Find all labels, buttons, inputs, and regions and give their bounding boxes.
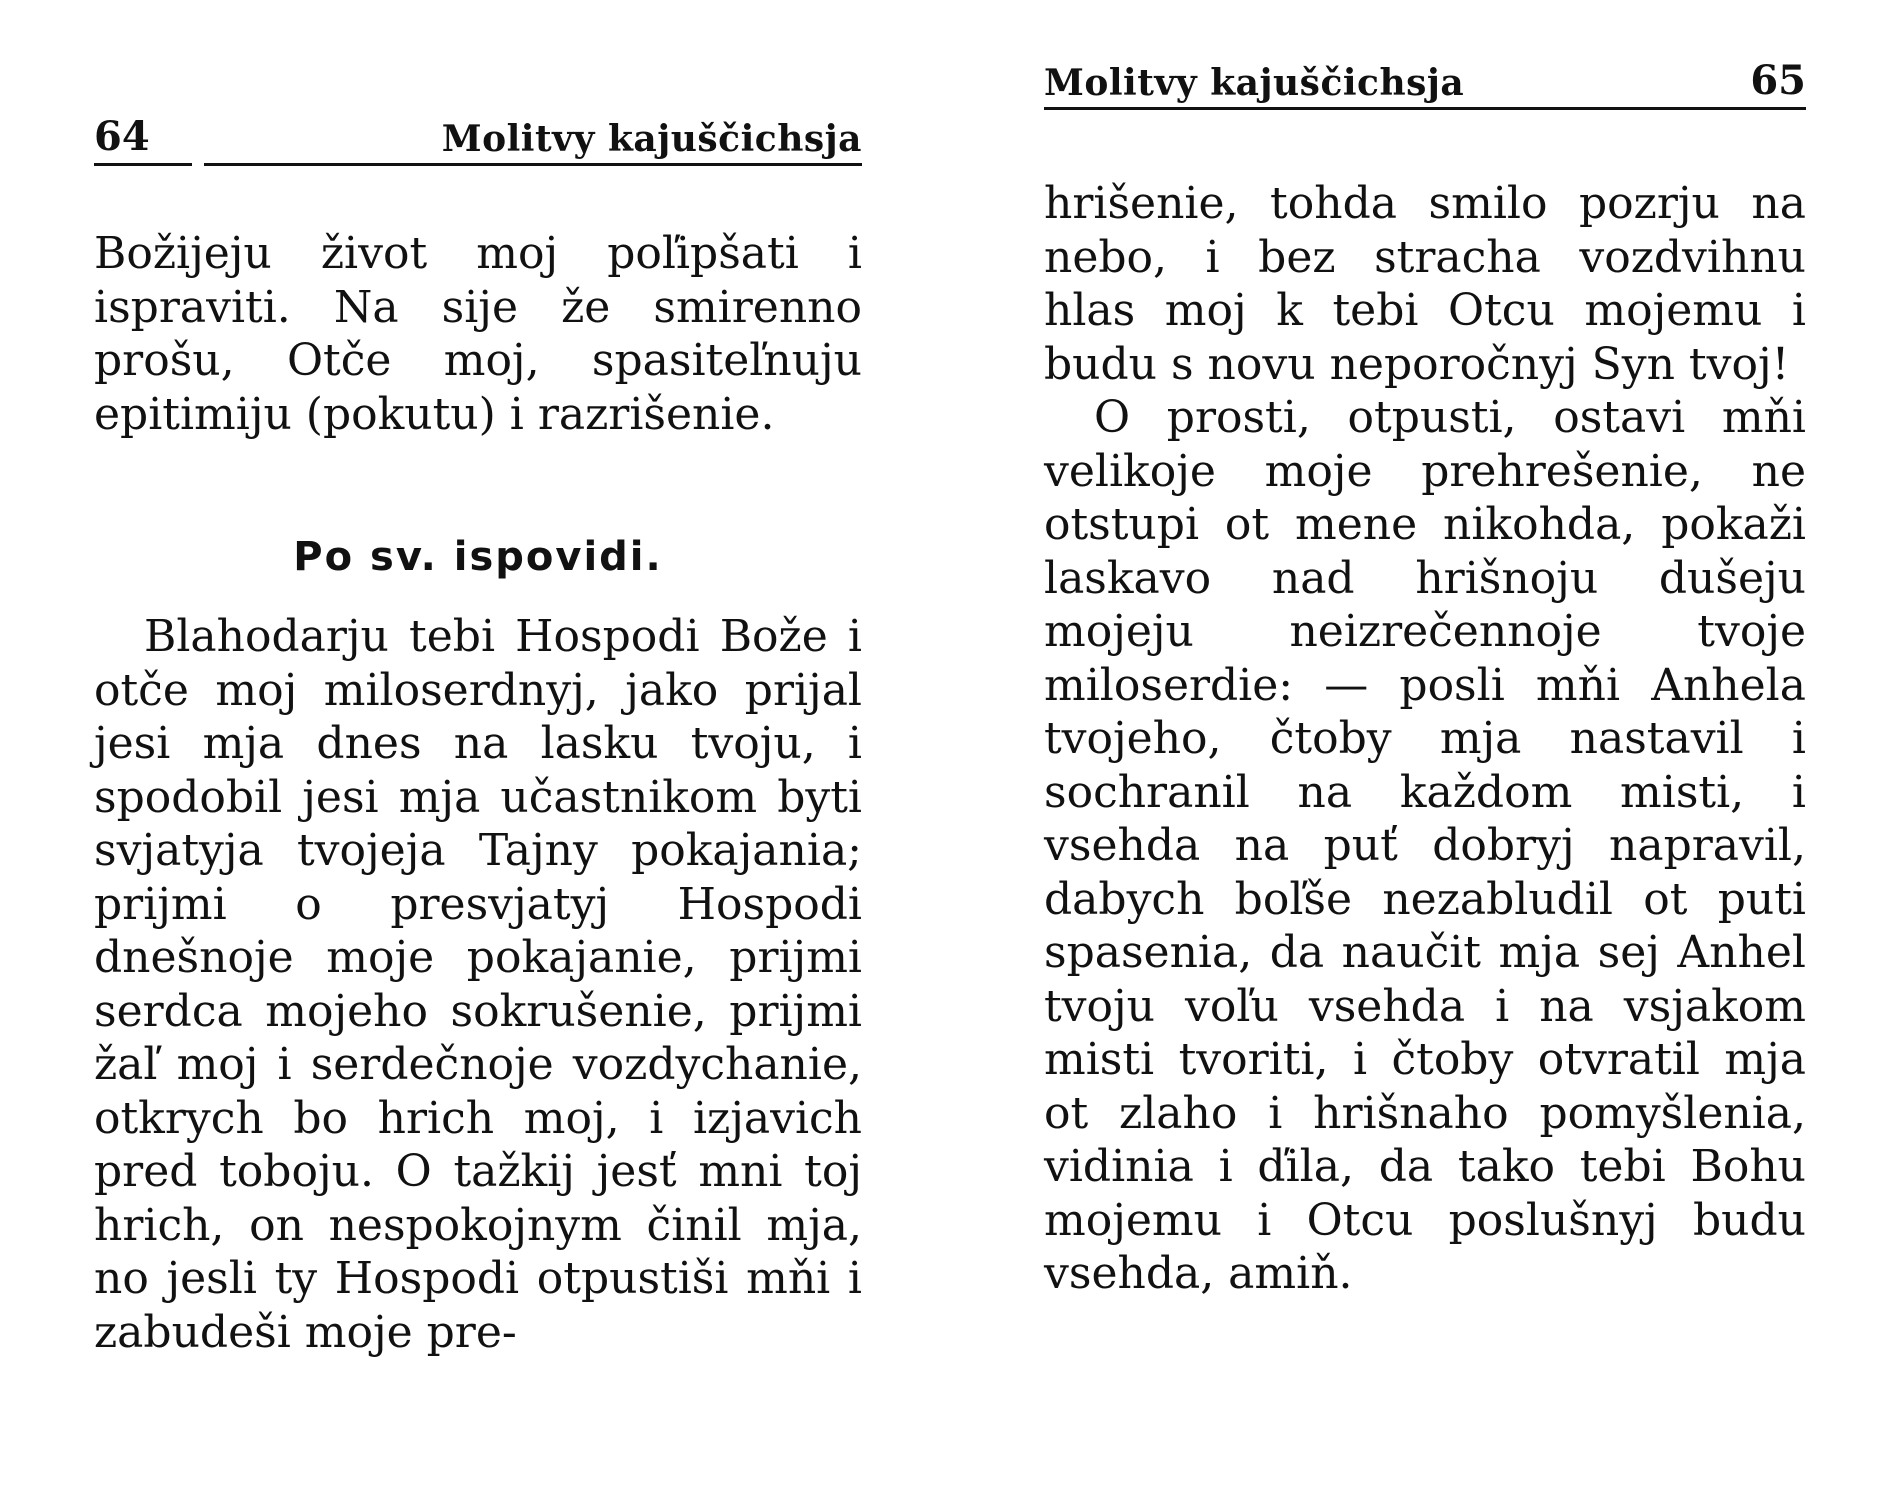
- left-running-head: [94, 113, 862, 166]
- right-paragraph-2: O prosti, otpusti, ostavi mňi velikoje moje prehrešenie, ne otstupi ot mene nikohda, pokaži laskavo nad hrišnoju dušeju mojeju neizrečennoje tvoje miloserdie: — posli mňi Anhela tvojeho, čtoby mja nastavil i sochranil na každom misti, i vsehda na puť dobryj napravil, dabych boľše nezabludil ot puti spasenia, da naučit mja sej Anhel tvoju voľu vsehda i na vsjakom misti tvoriti, i čtoby otvratil mja ot zlaho i hrišnaho pomyšlenia, vidinia i ďila, da tako tebi Bohu mojemu i Otcu poslušnyj budu vsehda, amiň.: [1044, 392, 1806, 1299]
- right-page-number: 65: [1750, 57, 1806, 104]
- header-rule: [204, 163, 862, 166]
- header-rule: [1044, 107, 1806, 110]
- right-running-head: [1044, 57, 1806, 110]
- section-heading: Po sv. ispovidi.: [293, 534, 663, 580]
- right-body: [1044, 177, 1806, 1301]
- paragraph-text: Božijeju život moj poľipšati i ispraviti. Na sije že smirenno prošu, Otče moj, spasiteľnuju epitimiju (pokutu) i razrišenie.: [94, 228, 862, 440]
- right-paragraph-1: hrišenie, tohda smilo pozrju na nebo, i bez stracha vozdvihnu hlas moj k tebi Otcu mojemu i budu s novu neporočnyj Syn tvoj!: [1044, 178, 1806, 390]
- paragraph-text: Blahodarju tebi Hospodi Bože i otče moj miloserdnyj, jako prijal jesi mja dnes na lasku tvoju, i spodobil jesi mja učastnikom byti svjatyja tvojeja Tajny pokajania; prijmi o presvjatyj Hospodi dnešnoje moje pokajanie, prijmi serdca mojeho sokrušenie, prijmi žaľ moj i serdečnoje vozdychanie, otkrych bo hrich moj, i izjavich pred toboju. O tažkij jesť mni toj hrich, on nespokojnym činil mja, no jesli ty Hospodi otpustiši mňi i zabudeši moje pre-: [94, 611, 862, 1358]
- header-rule: [94, 163, 192, 166]
- left-running-title: Molitvy kajuščichsja: [441, 118, 862, 160]
- left-paragraph-2: [94, 610, 862, 1359]
- left-paragraph-1: [94, 227, 862, 441]
- left-page-number: 64: [94, 113, 150, 160]
- right-running-title: Molitvy kajuščichsja: [1044, 62, 1465, 104]
